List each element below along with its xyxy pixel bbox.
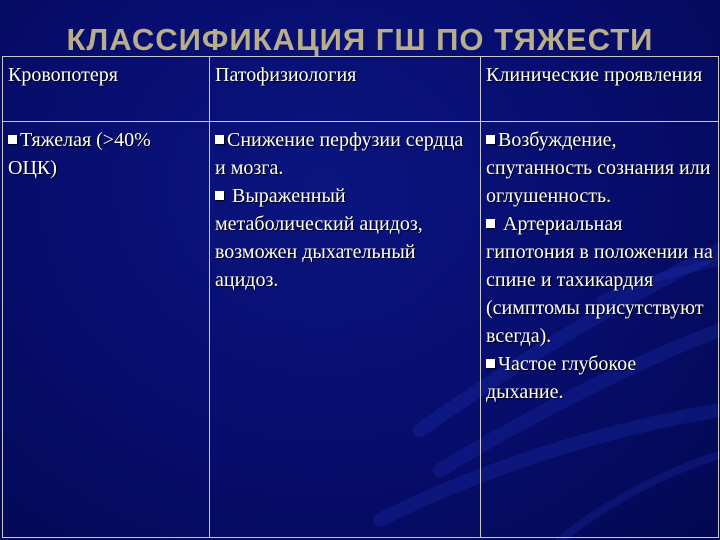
list-item [8, 126, 204, 182]
pathophysiology-item-2: Выраженный метаболический ацидоз, возможен дыхательный ацидоз. [215, 185, 423, 291]
header-clinical-manifestations: Клинические проявления [481, 57, 719, 122]
square-bullet-icon [486, 359, 495, 368]
square-bullet-icon [8, 135, 17, 144]
clinical-item-1: Возбуждение, спутанность сознания или оглушенность. [486, 129, 711, 207]
table-header-row [3, 57, 719, 122]
list-item [486, 350, 713, 406]
slide-title: КЛАССИФИКАЦИЯ ГШ ПО ТЯЖЕСТИ [66, 22, 654, 57]
square-bullet-icon [215, 191, 224, 200]
list-item [486, 126, 713, 210]
table-row-severe [3, 122, 719, 538]
classification-table [2, 56, 719, 538]
clinical-item-3: Частое глубокое дыхание. [486, 353, 637, 403]
cell-pathophysiology [210, 122, 481, 538]
list-item [486, 210, 713, 350]
blood-loss-text: Тяжелая (>40% ОЦК) [8, 129, 151, 179]
cell-clinical-manifestations [481, 122, 719, 538]
header-blood-loss: Кровопотеря [3, 57, 210, 122]
square-bullet-icon [486, 135, 495, 144]
pathophysiology-item-1: Снижение перфузии сердца и мозга. [215, 129, 464, 179]
square-bullet-icon [486, 219, 495, 228]
header-pathophysiology: Патофизиология [210, 57, 481, 122]
square-bullet-icon [215, 135, 224, 144]
clinical-item-2: Артериальная гипотония в положении на спине и тахикардия (симптомы присутствуют всегда). [486, 213, 713, 347]
cell-blood-loss [3, 122, 210, 538]
list-item [215, 182, 475, 294]
list-item [215, 126, 475, 182]
